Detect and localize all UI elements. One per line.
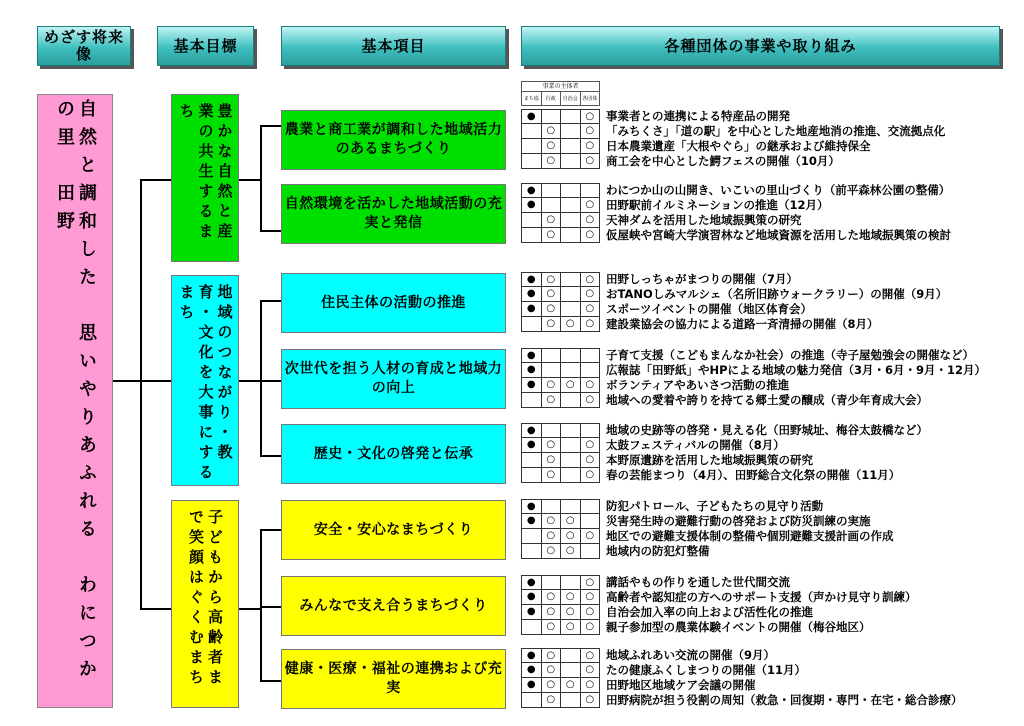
entity-mark [561, 576, 581, 589]
entity-mark [522, 529, 542, 543]
activity-text: 講話やもの作りを通した世代間交流 [606, 575, 790, 589]
item-text: 歴史・文化の啓発と伝承 [313, 445, 474, 462]
entity-mark [561, 693, 581, 707]
activity-row [521, 139, 945, 154]
entity-mark [561, 154, 581, 168]
entity-mark: ● [522, 378, 542, 392]
activity-text: 災害発生時の避難行動の啓発および防災訓練の実施 [606, 514, 871, 528]
activity-row [521, 499, 894, 514]
entity-marks [521, 605, 600, 620]
entity-mark [522, 468, 542, 482]
entity-mark: ○ [585, 111, 595, 122]
entity-mark [522, 544, 542, 558]
entity-mark: ○ [585, 454, 595, 465]
entity-marks [521, 678, 600, 693]
entity-mark [542, 363, 562, 377]
activity-text: 子育て支援（こどもまんなか社会）の推進（寺子屋勉強会の開催など） [606, 348, 974, 362]
entity-mark: ● [522, 576, 542, 589]
activity-group-1 [521, 109, 945, 169]
entity-mark [542, 349, 562, 362]
entity-marks [521, 620, 600, 635]
activity-row [521, 198, 951, 213]
connector [260, 300, 262, 456]
connector [260, 125, 262, 231]
activity-text: おTANOしみマルシェ（名所旧跡ウォークラリー）の開催（9月） [606, 287, 948, 301]
activity-row [521, 302, 947, 317]
entity-marks [521, 183, 600, 198]
activity-group-5 [521, 423, 928, 483]
activity-row [521, 393, 986, 408]
entity-mark: ○ [585, 214, 595, 225]
header-items: 基本項目 [281, 26, 506, 66]
connector [260, 300, 281, 302]
entity-mark: ○ [542, 438, 562, 452]
entity-mark [561, 649, 581, 662]
connector [260, 380, 281, 382]
activity-text: 商工会を中心とした鰐フェスの開催（10月） [606, 154, 840, 168]
entity-marks [521, 393, 600, 408]
connector [260, 455, 281, 457]
item-box-2 [281, 184, 506, 244]
entity-mark: ● [522, 349, 542, 362]
entity-mark: ○ [585, 394, 595, 405]
entity-marks [521, 124, 600, 139]
entity-mark [542, 198, 562, 212]
entity-mark: ○ [542, 139, 562, 153]
entity-mark: ○ [542, 453, 562, 467]
entity-marks [521, 378, 600, 393]
entity-mark: ● [522, 590, 542, 604]
entity-mark: ○ [542, 678, 562, 692]
entity-mark [522, 317, 542, 331]
entity-mark [522, 213, 542, 227]
entity-mark [561, 438, 581, 452]
activity-text: 日本農業遺産「大根やぐら」の継承および維持保全 [606, 139, 871, 153]
entity-mark: ○ [585, 679, 595, 690]
entity-mark [581, 349, 600, 362]
activity-text: 地域ふれあい交流の開催（9月） [606, 648, 775, 662]
activity-row [521, 154, 945, 169]
activity-text: 親子参加型の農業体験イベントの開催（梅谷地区） [606, 620, 871, 634]
activity-row [521, 109, 945, 124]
entity-marks [521, 317, 600, 332]
entity-mark [522, 453, 542, 467]
entity-mark: ● [522, 678, 542, 692]
entity-marks [521, 468, 600, 483]
entity-mark: ○ [561, 678, 581, 692]
item-text: 農業と商工業が調和した地域活力のあるまちづくり [284, 122, 503, 157]
entity-marks [521, 139, 600, 154]
entity-mark: ● [522, 273, 542, 286]
activity-row [521, 213, 951, 228]
entity-mark [522, 124, 542, 138]
entity-mark: ○ [542, 393, 562, 407]
activity-text: 地域への愛着や誇りを持てる郷土愛の醸成（青少年育成大会） [606, 393, 928, 407]
entity-mark: ○ [542, 468, 562, 482]
connector [140, 608, 171, 610]
entity-mark: ○ [542, 605, 562, 619]
item-box-7 [281, 576, 506, 636]
header-vision: めざす将来像 [37, 26, 131, 66]
entity-marks [521, 272, 600, 287]
entity-mark: ○ [542, 228, 562, 242]
entity-marks [521, 363, 600, 378]
entity-mark [561, 213, 581, 227]
goal-text: 豊かな自然と産業の共生するまち [177, 103, 234, 243]
activity-text: 自治会加入率の向上および活性化の推進 [606, 605, 813, 619]
activity-group-2 [521, 183, 951, 243]
activity-row [521, 363, 986, 378]
entity-mark: ○ [542, 529, 562, 543]
entity-mark [561, 287, 581, 301]
entity-mark [561, 302, 581, 316]
item-box-8 [281, 649, 506, 709]
entity-mark: ○ [585, 379, 595, 390]
entity-mark [561, 139, 581, 153]
item-text: 住民主体の活動の推進 [321, 294, 466, 311]
entity-mark: ○ [585, 155, 595, 166]
entity-marks [521, 423, 600, 438]
activity-text: ボランティアやあいさつ活動の推進 [606, 378, 790, 392]
item-text: 安全・安心なまちづくり [313, 521, 474, 538]
entity-mark: ○ [542, 514, 562, 528]
entity-mark [561, 363, 581, 377]
activity-row [521, 544, 894, 559]
entity-mark [561, 663, 581, 677]
entity-mark: ● [522, 605, 542, 619]
activity-row [521, 272, 947, 287]
goal-box-1 [171, 94, 239, 262]
activity-text: 天神ダムを活用した地域振興策の研究 [606, 213, 802, 227]
entity-mark [581, 424, 600, 437]
entity-mark [581, 184, 600, 197]
entity-mark [561, 453, 581, 467]
activity-text: 広報誌「田野紙」やHPによる地域の魅力発信（3月・6月・9月・12月） [606, 363, 987, 377]
activity-group-6 [521, 499, 894, 559]
entity-mark: ● [522, 649, 542, 662]
entity-mark [581, 500, 600, 513]
connector [260, 125, 281, 127]
goal-text: 地域のつながり・教育・文化を大事にするまち [177, 284, 234, 484]
entity-mark [561, 184, 581, 197]
goal-box-3 [171, 500, 239, 708]
entity-mark [581, 514, 600, 528]
entity-marks [521, 514, 600, 529]
activity-text: 高齢者や認知症の方へのサポート支援（声かけ見守り訓練） [606, 590, 917, 604]
activity-text: スポーツイベントの開催（地区体育会） [606, 302, 812, 316]
activity-row [521, 287, 947, 302]
entity-marks [521, 590, 600, 605]
entity-mark: ● [522, 424, 542, 437]
activity-text: 春の芸能まつり（4月）、田野総合文化祭の開催（11月） [606, 468, 901, 482]
activity-text: 防犯パトロール、子どもたちの見守り活動 [606, 499, 824, 513]
activity-row [521, 183, 951, 198]
entity-mark: ○ [561, 317, 581, 331]
activity-row [521, 678, 963, 693]
entity-mark: ○ [561, 544, 581, 558]
activity-text: 太鼓フェスティバルの開催（8月） [606, 438, 785, 452]
activity-row [521, 124, 945, 139]
entity-mark: ○ [561, 378, 581, 392]
entity-mark: ○ [585, 140, 595, 151]
activity-row [521, 648, 963, 663]
entity-mark: ○ [542, 273, 562, 286]
entity-mark: ○ [561, 620, 581, 634]
vision-box [37, 94, 113, 708]
entity-mark: ○ [542, 154, 562, 168]
entity-mark [561, 273, 581, 286]
entity-mark: ○ [585, 577, 595, 588]
entity-marks [521, 575, 600, 590]
entity-mark: ○ [542, 544, 562, 558]
entity-mark [522, 228, 542, 242]
entity-marks [521, 198, 600, 213]
entity-mark [561, 198, 581, 212]
activity-group-4 [521, 348, 986, 408]
entity-mark [561, 124, 581, 138]
entity-mark: ● [522, 287, 542, 301]
entity-marks [521, 529, 600, 544]
activity-row [521, 378, 986, 393]
connector [260, 529, 262, 681]
entity-marks [521, 499, 600, 514]
connector [260, 606, 281, 608]
entity-mark [561, 228, 581, 242]
activity-row [521, 590, 917, 605]
entity-mark: ● [522, 198, 542, 212]
activity-text: 地域内の防犯灯整備 [606, 544, 710, 558]
entity-mark: ● [522, 110, 542, 123]
entity-mark: ○ [585, 288, 595, 299]
entity-mark: ○ [542, 590, 562, 604]
entity-mark: ○ [542, 317, 562, 331]
entity-marks [521, 109, 600, 124]
entity-mark: ○ [542, 302, 562, 316]
activity-row [521, 663, 963, 678]
entity-mark: ● [522, 438, 542, 452]
entity-mark: ○ [585, 199, 595, 210]
activity-row [521, 468, 928, 483]
entity-mark: ○ [542, 124, 562, 138]
activity-row [521, 693, 963, 708]
entity-mark [522, 393, 542, 407]
item-box-4 [281, 349, 506, 409]
activity-row [521, 605, 917, 620]
entity-marks [521, 663, 600, 678]
activity-text: 田野病院が担う役割の周知（救急・回復期・専門・在宅・総合診療） [606, 693, 963, 707]
entity-mark: ● [522, 663, 542, 677]
entity-mark [542, 184, 562, 197]
entity-mark: ○ [585, 606, 595, 617]
entity-mark: ○ [585, 229, 595, 240]
vision-text: 自然と調和した 思いやりあふれる わにつかの里 田野 [54, 99, 97, 687]
entity-mark: ○ [585, 318, 595, 329]
entity-mark: ○ [542, 663, 562, 677]
header-goals: 基本目標 [157, 26, 254, 66]
entity-marks [521, 287, 600, 302]
entity-mark: ○ [542, 649, 562, 662]
entity-marks [521, 228, 600, 243]
connector [239, 608, 261, 610]
activity-row [521, 228, 951, 243]
entity-mark: ○ [561, 590, 581, 604]
entity-mark [581, 544, 600, 558]
header-activities: 各種団体の事業や取り組み [521, 26, 1000, 66]
entity-mark: ○ [585, 530, 595, 541]
activity-text: 本野原遺跡を活用した地域振興策の研究 [606, 453, 813, 467]
activity-text: 地区での避難支援体制の整備や個別避難支援計画の作成 [606, 529, 894, 543]
connector [260, 230, 281, 232]
entity-mark: ○ [585, 439, 595, 450]
entity-marks [521, 154, 600, 169]
activity-text: 「みちくさ」「道の駅」を中心とした地産地消の推進、交流拠点化 [606, 124, 946, 138]
entity-mark: ○ [561, 529, 581, 543]
activity-text: 事業者との連携による特産品の開発 [606, 109, 790, 123]
goal-text: 子どもから高齢者まで笑顔はぐくむまち [187, 509, 224, 689]
entity-mark [522, 154, 542, 168]
entity-mark: ● [522, 363, 542, 377]
item-text: みんなで支え合うまちづくり [299, 597, 488, 614]
activity-group-3 [521, 272, 947, 332]
entity-mark [561, 393, 581, 407]
entity-mark: ○ [542, 620, 562, 634]
item-box-3 [281, 273, 506, 333]
connector [140, 380, 171, 382]
entity-mark [561, 468, 581, 482]
activity-row [521, 514, 894, 529]
entity-mark [542, 110, 562, 123]
activity-row [521, 317, 947, 332]
entity-mark: ○ [561, 605, 581, 619]
activity-text: 建設業協会の協力による道路一斉清掃の開催（8月） [606, 317, 879, 331]
entity-mark: ● [522, 302, 542, 316]
activity-row [521, 575, 917, 590]
entity-mark: ○ [585, 303, 595, 314]
item-box-5 [281, 424, 506, 484]
entity-mark: ○ [542, 287, 562, 301]
entity-mark: ○ [585, 125, 595, 136]
goal-box-2 [171, 275, 239, 486]
entity-mark: ○ [542, 693, 562, 707]
activity-text: たの健康ふくしまつりの開催（11月） [606, 663, 807, 677]
entity-mark: ○ [542, 378, 562, 392]
entity-marks [521, 348, 600, 363]
activity-text: わにつか山の山開き、いこいの里山づくり（前平森林公園の整備） [606, 183, 951, 197]
entity-mark: ○ [542, 213, 562, 227]
entity-mark: ● [522, 184, 542, 197]
activity-row [521, 453, 928, 468]
entity-mark [542, 500, 562, 513]
entity-mark [522, 139, 542, 153]
entity-mark [522, 693, 542, 707]
entity-mark: ○ [585, 694, 595, 705]
entity-mark: ○ [585, 621, 595, 632]
entity-mark [542, 576, 562, 589]
entity-mark: ○ [585, 664, 595, 675]
item-box-1 [281, 110, 506, 170]
entity-col: まち協 [522, 92, 542, 106]
entity-marks [521, 544, 600, 559]
item-box-6 [281, 500, 506, 560]
activity-text: 田野しっちゃがまつりの開催（7月） [606, 272, 798, 286]
activity-text: 仮屋峡や宮崎大学演習林など地域資源を活用した地域振興策の検討 [606, 228, 951, 242]
activity-row [521, 529, 894, 544]
entity-mark: ● [522, 514, 542, 528]
activity-row [521, 620, 917, 635]
entity-mark [561, 110, 581, 123]
connector [140, 179, 142, 609]
activity-row [521, 423, 928, 438]
activity-text: 田野地区地域ケア会議の開催 [606, 678, 756, 692]
entity-mark [561, 349, 581, 362]
activity-text: 田野駅前イルミネーションの推進（12月） [606, 198, 829, 212]
entity-mark [581, 363, 600, 377]
entity-header-title: 事業の主体者 [522, 82, 599, 92]
connector [260, 680, 281, 682]
entity-mark [561, 500, 581, 513]
entity-mark: ○ [585, 591, 595, 602]
connector [239, 380, 261, 382]
connector [239, 179, 261, 181]
entity-mark [522, 620, 542, 634]
activity-row [521, 348, 986, 363]
item-text: 自然環境を活かした地域活動の充実と発信 [284, 196, 503, 231]
activity-group-8 [521, 648, 963, 708]
item-text: 次世代を担う人材の育成と地域力の向上 [284, 361, 503, 396]
activity-text: 地域の史跡等の啓発・見える化（田野城址、梅谷太鼓橋など） [606, 423, 928, 437]
entity-mark: ● [522, 500, 542, 513]
entity-mark: ○ [561, 514, 581, 528]
entity-mark: ○ [585, 650, 595, 661]
activity-group-7 [521, 575, 917, 635]
entity-marks [521, 453, 600, 468]
entity-mark: ○ [585, 274, 595, 285]
entity-marks [521, 302, 600, 317]
entity-mark: ○ [585, 469, 595, 480]
entity-header [521, 81, 600, 106]
connector [113, 380, 141, 382]
entity-marks [521, 438, 600, 453]
entity-marks [521, 213, 600, 228]
activity-row [521, 438, 928, 453]
entity-col: 各団体 [582, 96, 598, 102]
item-text: 健康・医療・福祉の連携および充実 [284, 661, 503, 696]
entity-col: 行政 [542, 92, 562, 106]
connector [140, 179, 171, 181]
connector [260, 529, 281, 531]
entity-mark [542, 424, 562, 437]
entity-marks [521, 648, 600, 663]
entity-mark [561, 424, 581, 437]
entity-marks [521, 693, 600, 708]
entity-col: 自治会 [561, 92, 581, 106]
